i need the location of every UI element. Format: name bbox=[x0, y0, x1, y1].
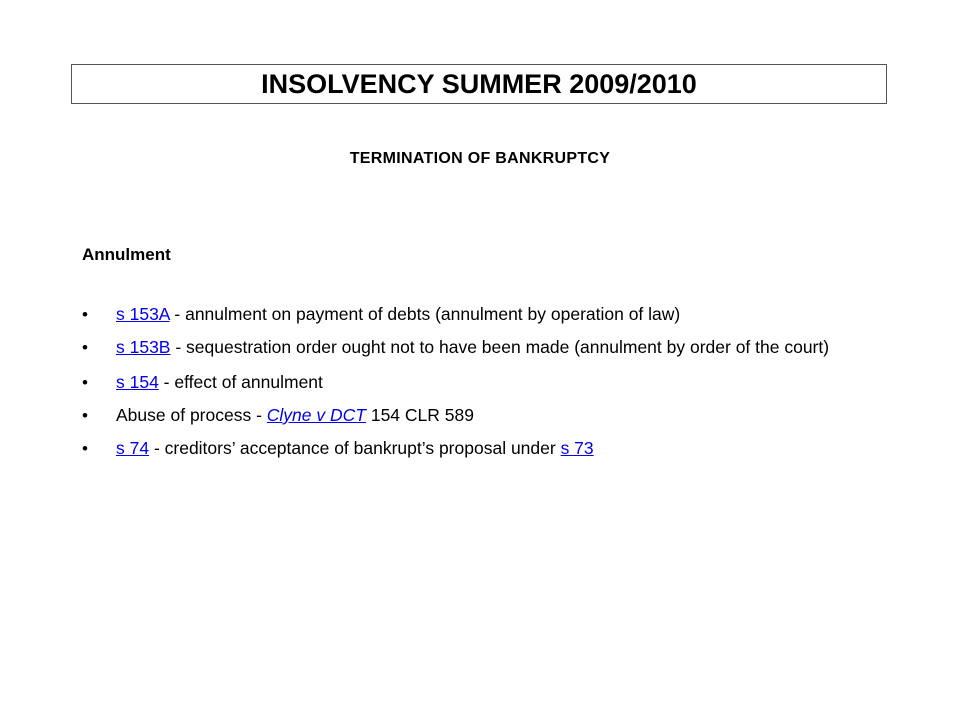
bullet-icon: • bbox=[82, 338, 88, 357]
list-item bbox=[82, 336, 882, 359]
list-item-text: - sequestration order ought not to have been made (annulment by order of the court) bbox=[170, 337, 830, 357]
list-item-text: - creditors’ acceptance of bankrupt’s proposal under bbox=[149, 438, 561, 458]
list-item-prefix: Abuse of process - bbox=[116, 405, 267, 425]
title-box bbox=[71, 64, 887, 104]
bullet-icon: • bbox=[82, 373, 88, 392]
bullet-icon: • bbox=[82, 439, 88, 458]
page-title: INSOLVENCY SUMMER 2009/2010 bbox=[261, 68, 697, 99]
list-item bbox=[82, 371, 882, 394]
s74-link[interactable]: s 74 bbox=[116, 438, 150, 458]
list-item bbox=[82, 404, 882, 427]
s153a-link[interactable]: s 153A bbox=[116, 304, 170, 324]
list-item bbox=[82, 437, 882, 460]
annulment-heading: Annulment bbox=[82, 245, 171, 264]
list-item-text: - annulment on payment of debts (annulment by operation of law) bbox=[169, 304, 681, 324]
list-item-text: - effect of annulment bbox=[158, 372, 323, 392]
section-title: TERMINATION OF BANKRUPTCY bbox=[349, 150, 611, 167]
s154-link[interactable]: s 154 bbox=[116, 372, 159, 392]
clyne-v-dct-link[interactable]: Clyne v DCT bbox=[266, 405, 366, 425]
annulment-list bbox=[82, 303, 882, 470]
list-item-text: 154 CLR 589 bbox=[365, 405, 474, 425]
s153b-link[interactable]: s 153B bbox=[116, 337, 171, 357]
bullet-icon: • bbox=[82, 305, 88, 324]
s73-link[interactable]: s 73 bbox=[560, 438, 594, 458]
bullet-icon: • bbox=[82, 406, 88, 425]
list-item bbox=[82, 303, 882, 326]
